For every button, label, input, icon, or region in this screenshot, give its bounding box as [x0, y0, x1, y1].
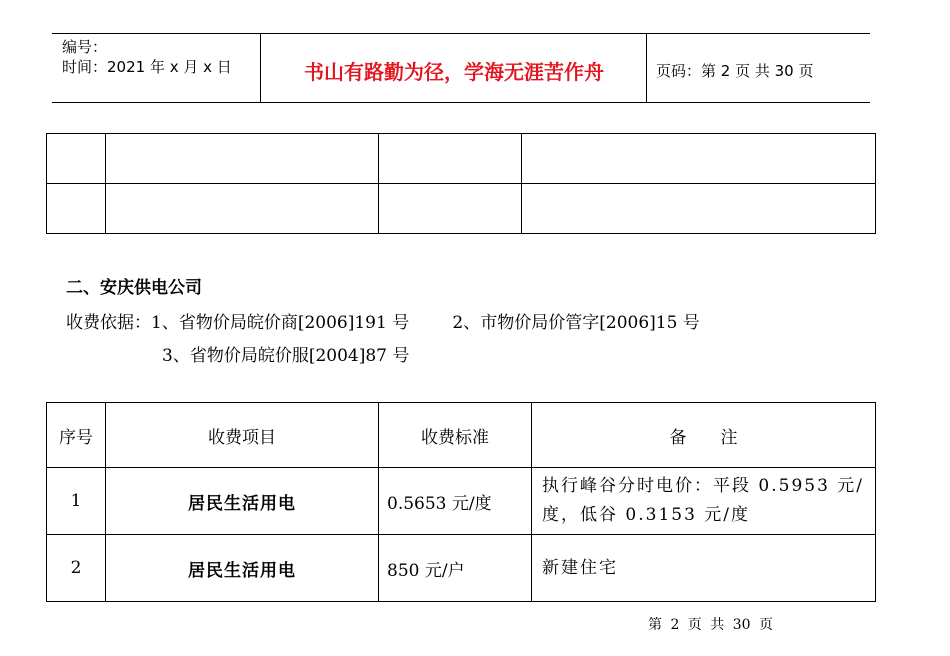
footer-page-number: 第 2 页 共 30 页	[648, 617, 773, 633]
row-item: 居民生活用电	[106, 535, 379, 602]
table-row	[47, 535, 876, 602]
table-cell	[47, 134, 106, 184]
row-seq: 2	[47, 535, 106, 602]
header-divider-right	[646, 33, 647, 103]
header-standard: 收费标准	[379, 403, 532, 468]
section-title: 二、安庆供电公司	[66, 278, 202, 298]
table-cell	[106, 184, 379, 234]
table-cell	[47, 184, 106, 234]
header-meta	[62, 37, 232, 77]
header-seq: 序号	[47, 403, 106, 468]
row-note-text: 执行峰谷分时电价：平段 0.5953 元/度，低谷 0.3153 元/度	[542, 476, 865, 525]
row-note	[532, 468, 876, 535]
table-row	[47, 184, 876, 234]
header-motto: 书山有路勤为径，学海无涯苦作舟	[304, 60, 604, 84]
header-item: 收费项目	[106, 403, 379, 468]
header-top-rule	[52, 33, 870, 34]
table-cell	[522, 134, 876, 184]
fee-table	[46, 402, 876, 602]
fee-basis-line-2: 3、省物价局皖价服[2004]87 号	[162, 346, 410, 366]
header-divider-left	[260, 33, 261, 103]
row-item: 居民生活用电	[106, 468, 379, 535]
time-label: 时间：2021 年 x 月 x 日	[62, 58, 232, 76]
table-cell	[379, 134, 522, 184]
row-seq: 1	[47, 468, 106, 535]
table-cell	[106, 134, 379, 184]
header-bottom-rule	[52, 102, 870, 103]
table-cell	[522, 184, 876, 234]
row-standard: 850 元/户	[379, 535, 532, 602]
header-note: 备 注	[532, 403, 876, 468]
row-note-text: 新建住宅	[542, 557, 618, 578]
serial-label: 编号：	[62, 38, 108, 56]
table-header-row	[47, 403, 876, 468]
header-page-label: 页码：第 2 页 共 30 页	[656, 62, 814, 80]
table-row	[47, 468, 876, 535]
empty-table	[46, 133, 876, 234]
table-row	[47, 134, 876, 184]
fee-basis-line-1: 收费依据：1、省物价局皖价商[2006]191 号 2、市物价局价管字[2006]15 号	[66, 313, 700, 333]
row-standard: 0.5653 元/度	[379, 468, 532, 535]
table-cell	[379, 184, 522, 234]
row-note	[532, 535, 876, 602]
